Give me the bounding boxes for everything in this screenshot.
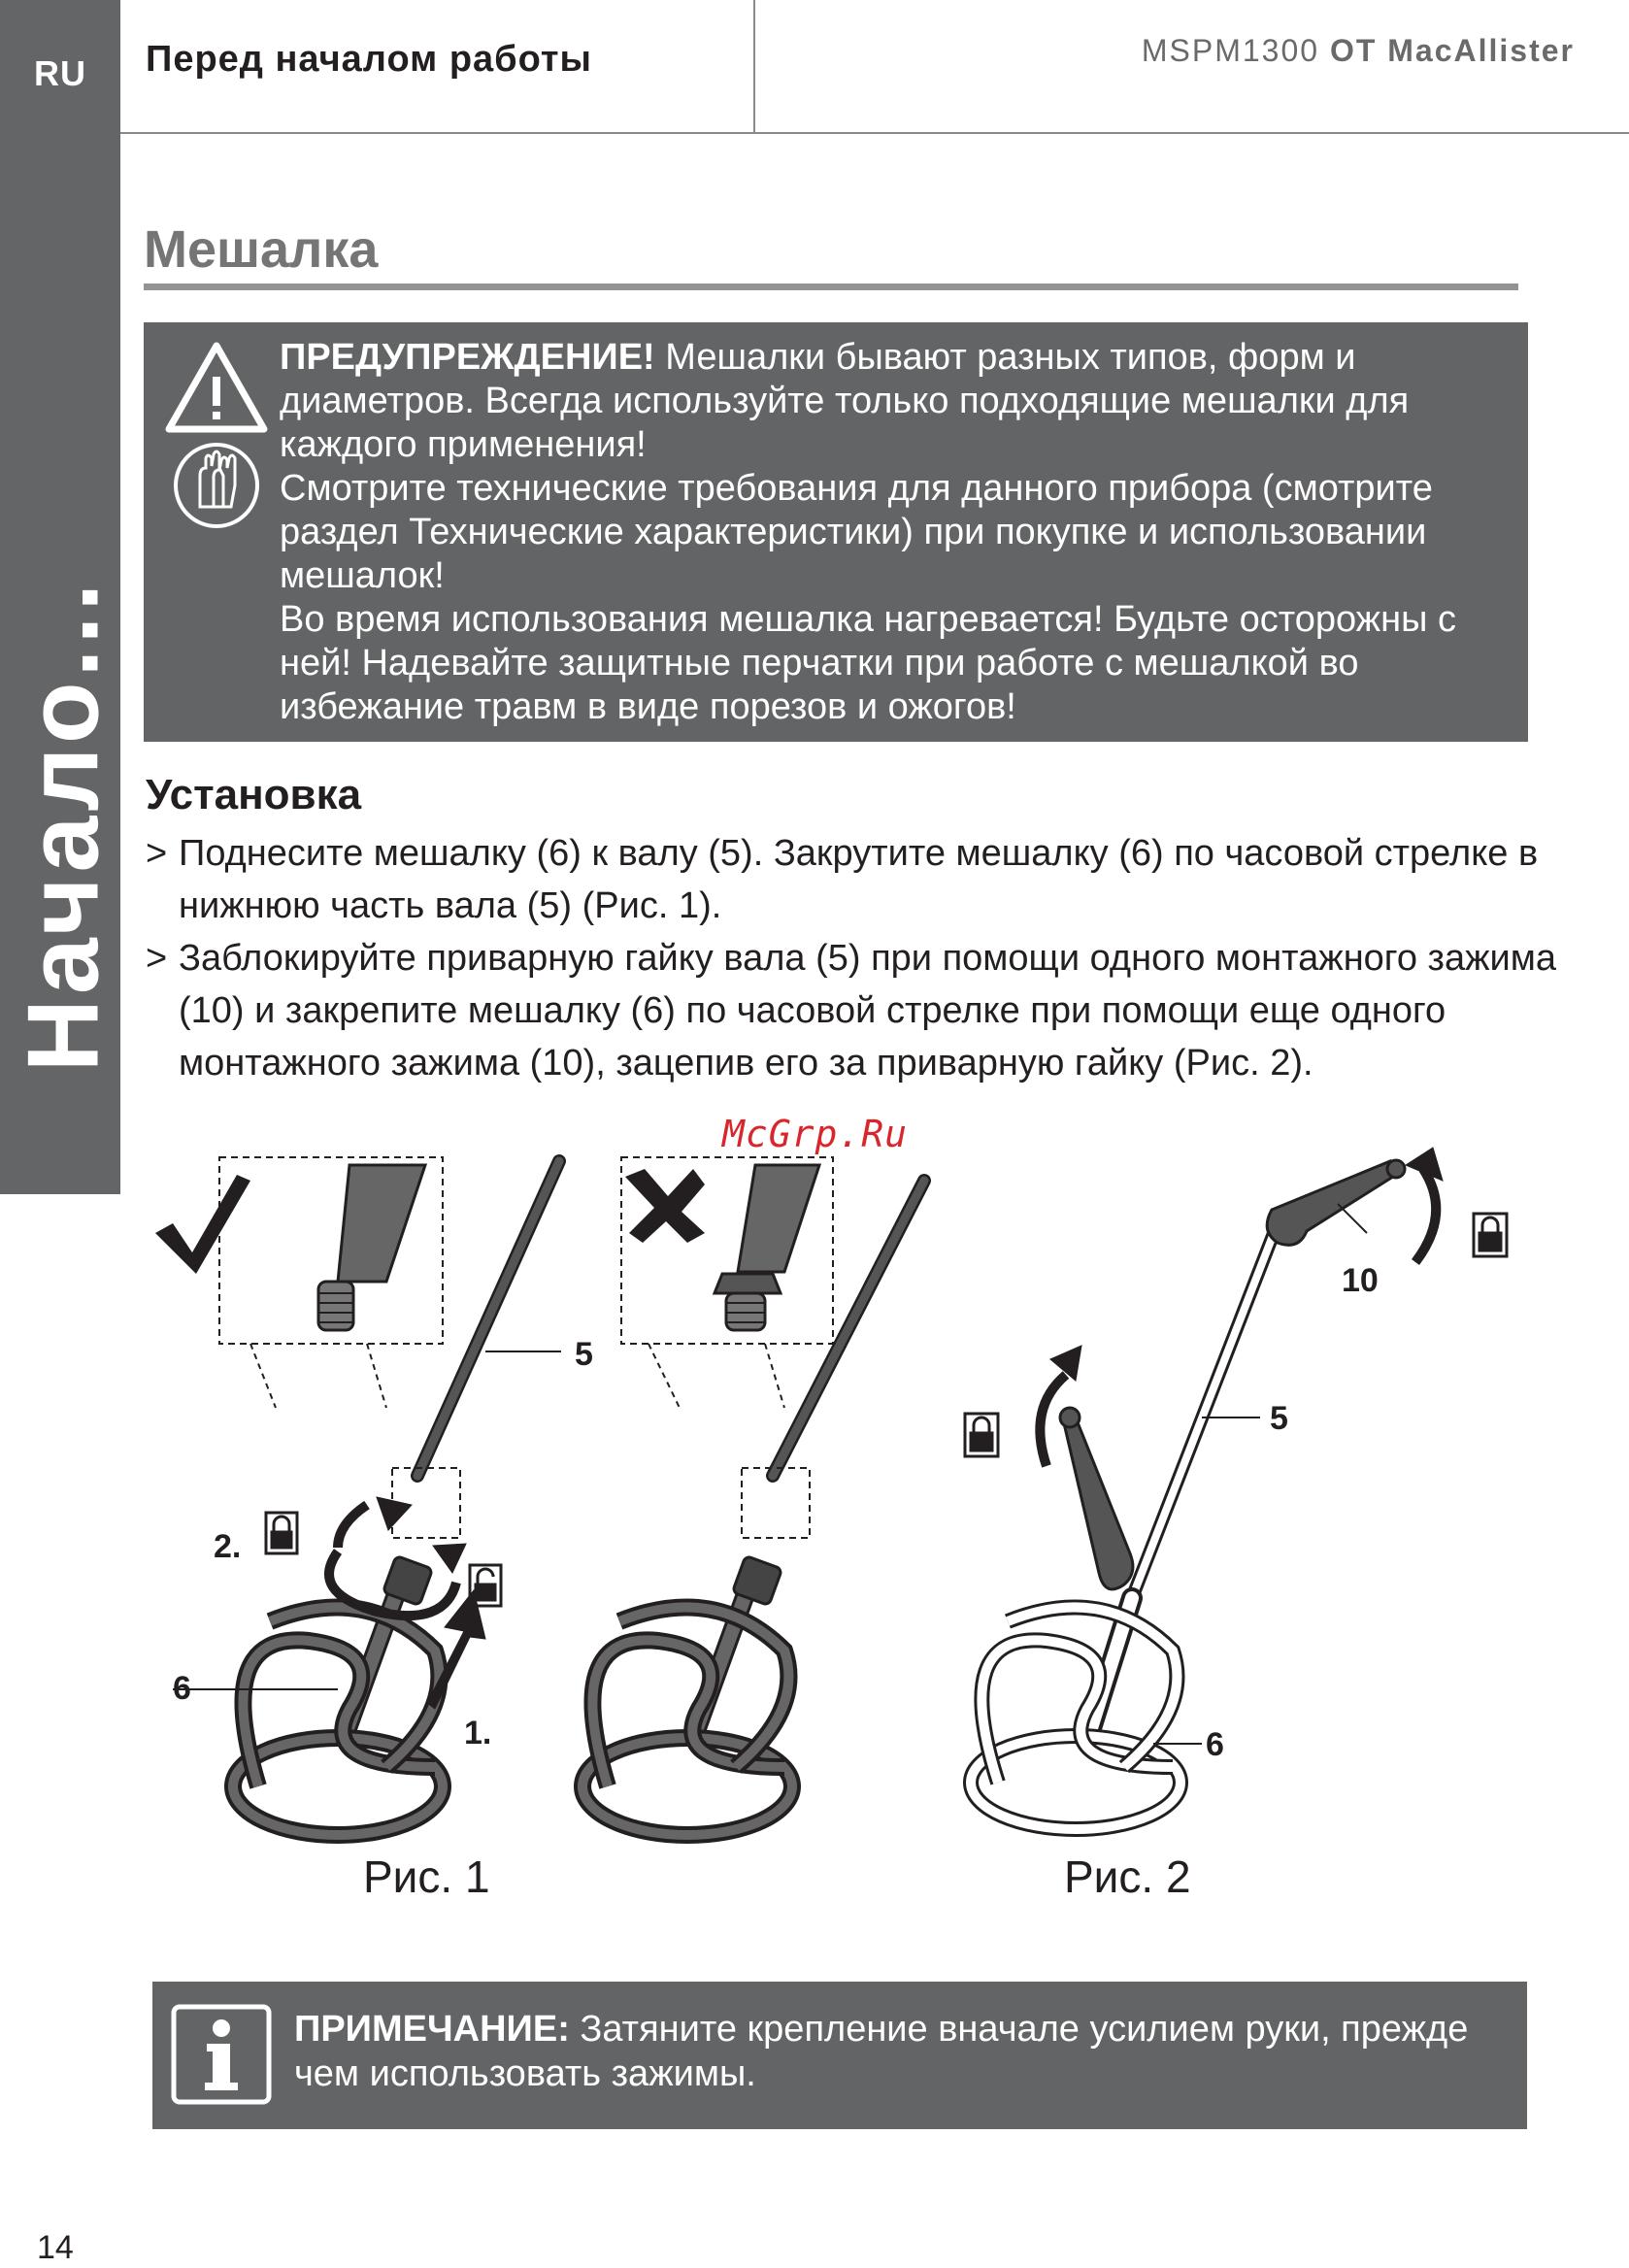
step-2-label: 2.: [214, 1528, 242, 1565]
header-divider: [753, 0, 755, 132]
warning-line-1: Мешалки бывают разных типов, форм и диаметров. Всегда используйте только подходящие мешалки для каждого применения!: [280, 337, 1410, 465]
note-box: [152, 1982, 1527, 2129]
unlock-icon: [470, 1565, 501, 1606]
correct-detail: [155, 1157, 443, 1408]
warning-icons: [163, 340, 270, 539]
installation-steps: [146, 827, 1602, 1089]
header-rule: [120, 132, 1629, 134]
bullet: >: [146, 833, 168, 874]
note-body: Затяните крепление вначале усилием руки, прежде чем использовать зажимы.: [294, 2009, 1469, 2094]
warning-label: ПРЕДУПРЕЖДЕНИЕ!: [280, 337, 655, 378]
label-10: 10: [1342, 1262, 1379, 1299]
section-rule: [144, 284, 1518, 290]
note-label: ПРИМЕЧАНИЕ:: [294, 2009, 570, 2050]
fig1-caption: Рис. 1: [363, 1851, 490, 1902]
check-icon: [155, 1175, 250, 1274]
brand-name: OT MacAllister: [1329, 33, 1575, 68]
warning-line-3: Во время использования мешалка нагревается! Будьте осторожны с ней! Надевайте защитные перчатки при работе с мешалкой во избежание травм в виде порезов и ожогов!: [280, 599, 1456, 727]
shaft-fig1: [392, 1161, 561, 1538]
info-icon: [170, 2003, 273, 2106]
label-6-fig2: 6: [1206, 1726, 1224, 1763]
label-5-fig2: 5: [1270, 1400, 1288, 1437]
installation-title: Установка: [146, 771, 362, 818]
note-text: [294, 2007, 1508, 2096]
side-tab: [0, 0, 120, 1194]
side-tab-title: Начало...: [7, 578, 120, 1073]
warning-text: [280, 336, 1513, 729]
step-text-2: Заблокируйте приварную гайку вала (5) при помощи одного монтажного зажима (10) и закрепите мешалку (6) по часовой стрелке при помощи еще одного монтажного зажима (10), зацепив его за приварную гайку (Рис. 2).: [179, 938, 1556, 1084]
step-item: [146, 827, 1602, 932]
wrench-icon: [1267, 1161, 1396, 1245]
figures: [144, 1087, 1542, 1942]
gloves-icon: [176, 445, 257, 526]
warning-line-2: Смотрите технические требования для данного прибора (смотрите раздел Технические характеристики) при покупке и использовании мешалок!: [280, 468, 1433, 596]
model-label: [1142, 33, 1575, 69]
page-number: 14: [37, 2229, 74, 2266]
mixer-fig1-wrong: [582, 1555, 792, 1835]
model-number: MSPM1300: [1141, 33, 1320, 68]
figure-illustrations: [144, 1087, 1542, 1942]
wrench-icon: [1064, 1418, 1133, 1589]
header-title: Перед началом работы: [146, 39, 592, 80]
cross-icon: [625, 1169, 705, 1243]
step-item: [146, 932, 1602, 1089]
warning-box: [144, 322, 1528, 742]
label-6-fig1: 6: [173, 1670, 191, 1707]
wrong-detail: [621, 1157, 833, 1408]
lock-icon: [266, 1513, 297, 1553]
label-5-fig1: 5: [575, 1336, 593, 1373]
warning-triangle-icon: [163, 340, 270, 534]
bullet: >: [146, 938, 168, 979]
fig2-caption: Рис. 2: [1064, 1851, 1191, 1902]
step-1-label: 1.: [464, 1715, 492, 1751]
step-text-1: Поднесите мешалку (6) к валу (5). Закрутите мешалку (6) по часовой стрелке в нижнюю часть вала (5) (Рис. 1).: [179, 833, 1539, 926]
watermark: McGrp.Ru: [722, 1113, 909, 1155]
language-label: RU: [34, 53, 86, 93]
section-title: Мешалка: [144, 220, 379, 279]
